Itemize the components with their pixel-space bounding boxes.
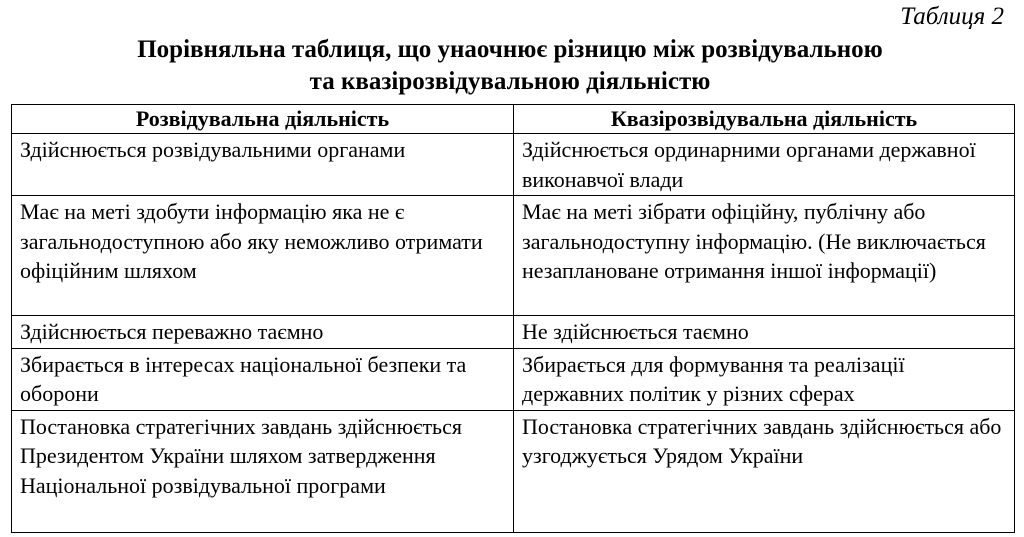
cell-intelligence: Має на меті здобути інформацію яка не є загальнодоступною або яку неможливо отримати офіційним шляхом xyxy=(12,196,514,316)
table-row xyxy=(12,410,1015,532)
comparison-table xyxy=(11,104,1015,533)
cell-quasi-intelligence: Не здійснюється таємно xyxy=(514,316,1015,349)
table-row xyxy=(12,134,1015,196)
table-row xyxy=(12,316,1015,349)
table-row xyxy=(12,348,1015,410)
cell-quasi-intelligence: Збирається для формування та реалізації державних політик у різних сферах xyxy=(514,348,1015,410)
cell-quasi-intelligence: Постановка стратегічних завдань здійснюється або узгоджується Урядом України xyxy=(514,410,1015,532)
cell-intelligence: Здійснюється переважно таємно xyxy=(12,316,514,349)
table-row xyxy=(12,196,1015,316)
header-quasi-intelligence-activity: Квазірозвідувальна діяльність xyxy=(514,105,1015,134)
table-header-row xyxy=(12,105,1015,134)
cell-quasi-intelligence: Має на меті зібрати офіційну, публічну або загальнодоступну інформацію. (Не виключається незаплановане отримання іншої інформації) xyxy=(514,196,1015,316)
cell-intelligence: Постановка стратегічних завдань здійснюється Президентом України шляхом затвердження Національної розвідувальної програми xyxy=(12,410,514,532)
cell-intelligence: Здійснюється розвідувальними органами xyxy=(12,134,514,196)
caption-line-1: Порівняльна таблиця, що унаочнює різницю між розвідувальною xyxy=(137,36,883,63)
cell-intelligence: Збирається в інтересах національної безпеки та оборони xyxy=(12,348,514,410)
header-intelligence-activity: Розвідувальна діяльність xyxy=(12,105,514,134)
table-caption xyxy=(10,34,1010,98)
cell-quasi-intelligence: Здійснюється ординарними органами державної виконавчої влади xyxy=(514,134,1015,196)
caption-line-2: та квазірозвідувальною діяльністю xyxy=(309,68,711,95)
table-number-label: Таблиця 2 xyxy=(900,3,1004,30)
